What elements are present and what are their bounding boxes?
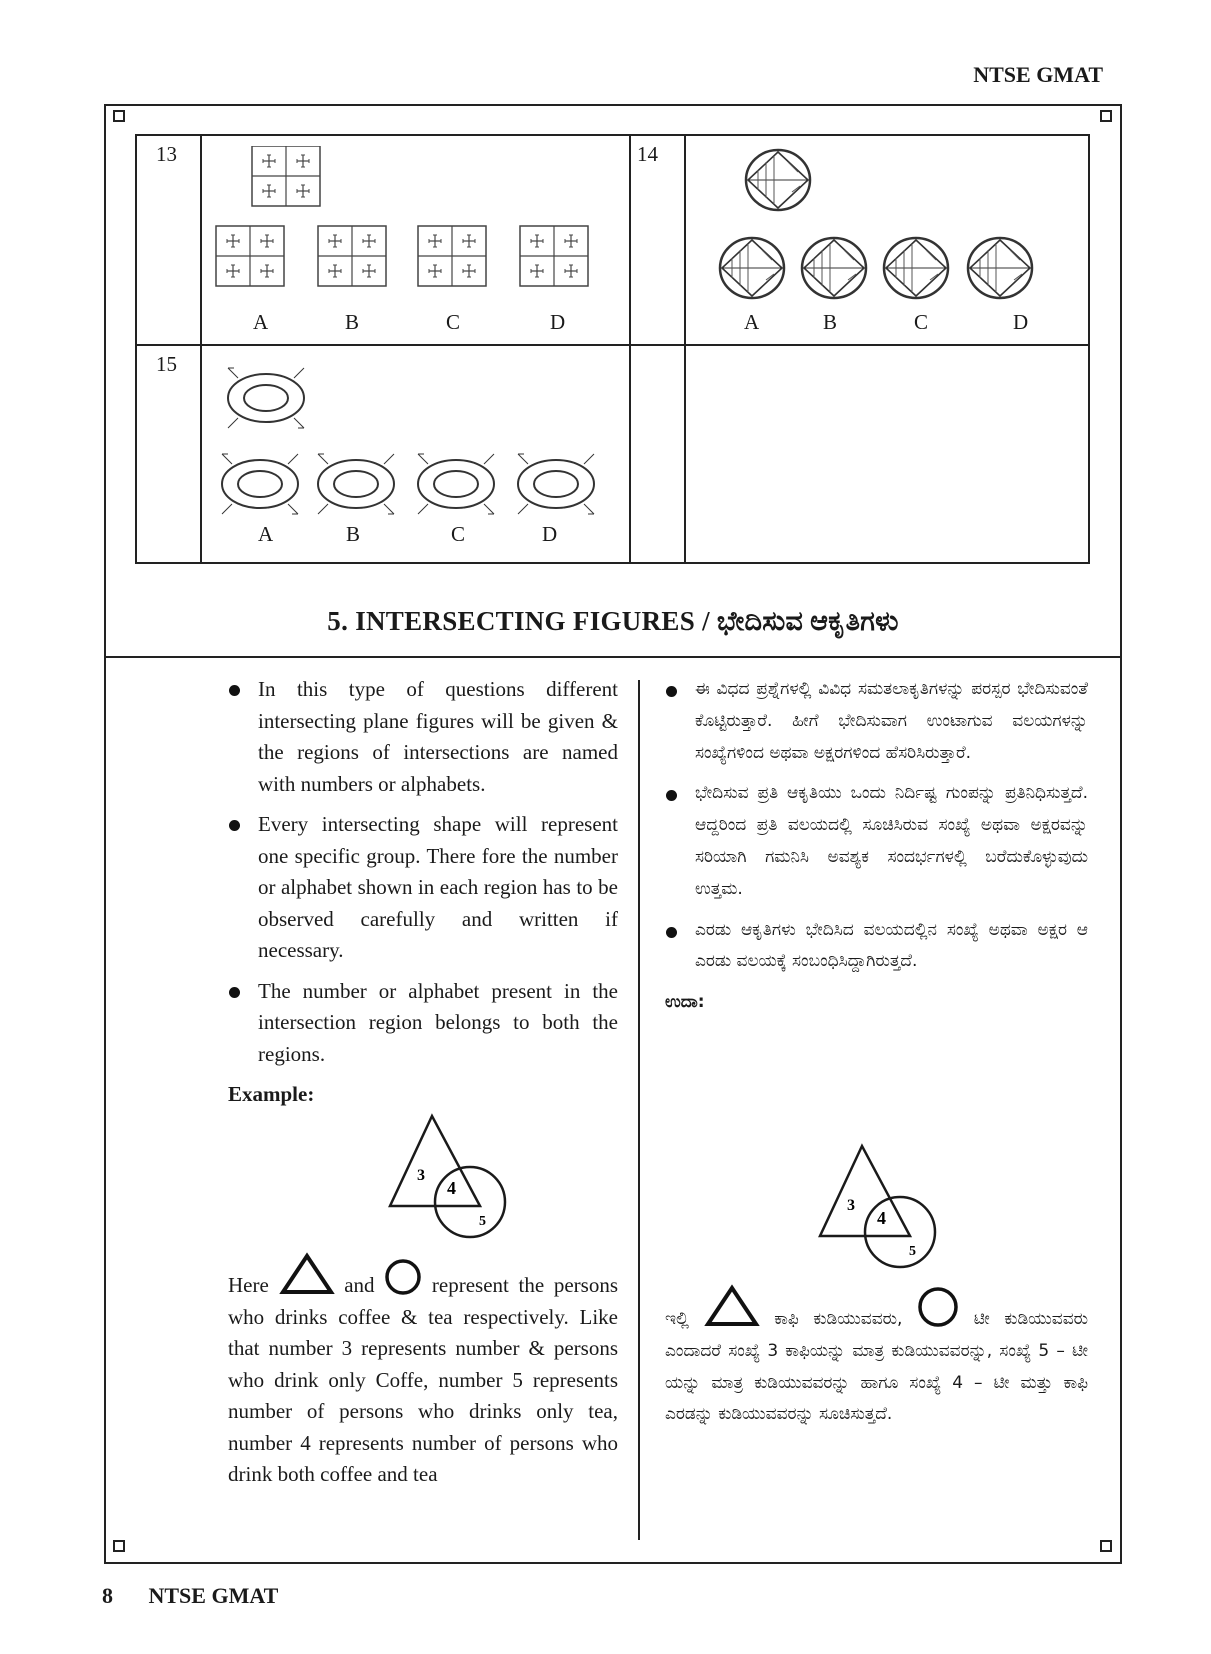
option-label: A <box>258 522 274 546</box>
page-number: 8 <box>102 1583 113 1608</box>
page-footer <box>102 1583 278 1609</box>
venn-label: 4 <box>877 1208 886 1228</box>
venn-diagram <box>810 1140 950 1270</box>
bullet-point: The number or alphabet present in the intersection region belongs to both the regions. <box>228 976 618 1071</box>
footer-title: NTSE GMAT <box>148 1583 279 1608</box>
bullet-point: Every intersecting shape will represent one specific group. There fore the number or alphabet shown in each region has to be observed carefully and written if necessary. <box>228 809 618 967</box>
circle-icon <box>917 1286 959 1328</box>
venn-label: 4 <box>447 1178 456 1198</box>
example-label: Example: <box>228 1082 315 1106</box>
q15-figures <box>220 356 620 516</box>
question-number: 14 <box>637 142 658 166</box>
explanation-text: represent the persons who drinks coffee & tea respectively. Like that number 3 represents number & persons who drink only Coffe, number 5 represents number of persons who drinks only tea, number 4 represents number of persons who drink both coffee and tea <box>228 1273 619 1486</box>
example-label: ಉದಾ: <box>665 992 705 1013</box>
option-label: D <box>1013 310 1029 334</box>
option-label: A <box>744 310 760 334</box>
kannada-explanation <box>665 1284 1088 1431</box>
kannada-column <box>665 674 1088 1019</box>
explanation-paragraph <box>665 1284 1088 1431</box>
table-divider <box>135 344 1090 346</box>
frame-corner-ornament <box>113 110 125 122</box>
q13-figures <box>210 146 610 306</box>
option-label: D <box>542 522 558 546</box>
option-label: B <box>345 310 360 334</box>
venn-label: 5 <box>909 1244 916 1259</box>
venn-label: 3 <box>417 1167 425 1184</box>
explanation-paragraph <box>228 1252 618 1491</box>
column-divider <box>638 680 640 1540</box>
bullet-point: In this type of questions different intersecting plane figures will be given & the regions of intersections are named with numbers or alphabets. <box>228 674 618 800</box>
venn-label: 5 <box>479 1214 486 1229</box>
option-label: A <box>253 310 269 334</box>
option-label: C <box>451 522 466 546</box>
bullet-point: ಈ ವಿಧದ ಪ್ರಶ್ನೆಗಳಲ್ಲಿ ವಿವಿಧ ಸಮತಲಾಕೃತಿಗಳನ್ನು ಪರಸ್ಪರ ಭೇದಿಸುವಂತೆ ಕೊಟ್ಟಿರುತ್ತಾರೆ. ಹೀಗೆ ಭೇದಿಸುವಾಗ ಉಂಟಾಗುವ ವಲಯಗಳನ್ನು ಸಂಖ್ಯೆಗಳಿಂದ ಅಥವಾ ಅಕ್ಷರಗಳಿಂದ ಹೆಸರಿಸಿರುತ್ತಾರೆ. <box>665 674 1088 769</box>
question-number: 13 <box>156 142 177 166</box>
frame-corner-ornament <box>1100 1540 1112 1552</box>
option-label: B <box>823 310 838 334</box>
table-divider <box>684 134 686 564</box>
venn-diagram <box>380 1110 520 1240</box>
english-column <box>228 674 618 1111</box>
triangle-icon <box>279 1252 335 1296</box>
bullet-point: ಎರಡು ಆಕೃತಿಗಳು ಭೇದಿಸಿದ ವಲಯದಲ್ಲಿನ ಸಂಖ್ಯೆ ಅಥವಾ ಅಕ್ಷರ ಆ ಎರಡು ವಲಯಕ್ಕೆ ಸಂಬಂಧಿಸಿದ್ದಾಗಿರುತ್ತದೆ. <box>665 915 1088 979</box>
option-label: D <box>550 310 566 334</box>
option-label: C <box>446 310 461 334</box>
here-text: ಇಲ್ಲಿ <box>665 1309 689 1329</box>
coffee-text: ಕಾಫಿ ಕುಡಿಯುವವರು, <box>774 1309 903 1329</box>
section-divider <box>104 656 1122 658</box>
table-divider <box>629 134 631 564</box>
option-label: B <box>346 522 361 546</box>
page-header: NTSE GMAT <box>973 62 1103 87</box>
table-divider <box>200 134 202 564</box>
option-label: C <box>914 310 929 334</box>
explanation-text: ಟೀ ಕುಡಿಯುವವರು ಎಂದಾದರೆ ಸಂಖ್ಯೆ 3 ಕಾಫಿಯನ್ನು ಮಾತ್ರ ಕುಡಿಯುವವರನ್ನು, ಸಂಖ್ಯೆ 5 – ಟೀ ಯನ್ನು ಮಾತ್ರ ಕುಡಿಯುವವರನ್ನು ಹಾಗೂ ಸಂಖ್ಯೆ 4 – ಟೀ ಮತ್ತು ಕಾಫಿ ಎರಡನ್ನು ಕುಡಿಯುವವರನ್ನು ಸೂಚಿಸುತ್ತದೆ. <box>665 1309 1089 1425</box>
and-text: and <box>344 1273 375 1297</box>
q14-figures <box>700 146 1080 311</box>
here-text: Here <box>228 1273 269 1297</box>
frame-corner-ornament <box>113 1540 125 1552</box>
circle-icon <box>384 1258 422 1296</box>
english-explanation <box>228 1252 618 1491</box>
triangle-icon <box>704 1284 760 1328</box>
frame-corner-ornament <box>1100 110 1112 122</box>
venn-label: 3 <box>847 1197 855 1214</box>
question-number: 15 <box>156 352 177 376</box>
bullet-point: ಭೇದಿಸುವ ಪ್ರತಿ ಆಕೃತಿಯು ಒಂದು ನಿರ್ದಿಷ್ಟ ಗುಂಪನ್ನು ಪ್ರತಿನಿಧಿಸುತ್ತದೆ. ಆದ್ದರಿಂದ ಪ್ರತಿ ವಲಯದಲ್ಲಿ ಸೂಚಿಸಿರುವ ಸಂಖ್ಯೆ ಅಥವಾ ಅಕ್ಷರವನ್ನು ಸರಿಯಾಗಿ ಗಮನಿಸಿ ಅವಶ್ಯಕ ಸಂದರ್ಭಗಳಲ್ಲಿ ಬರೆದುಕೊಳ್ಳುವುದು ಉತ್ತಮ. <box>665 778 1088 905</box>
section-title: 5. INTERSECTING FIGURES / ಭೇದಿಸುವ ಆಕೃತಿಗಳು <box>327 606 899 636</box>
